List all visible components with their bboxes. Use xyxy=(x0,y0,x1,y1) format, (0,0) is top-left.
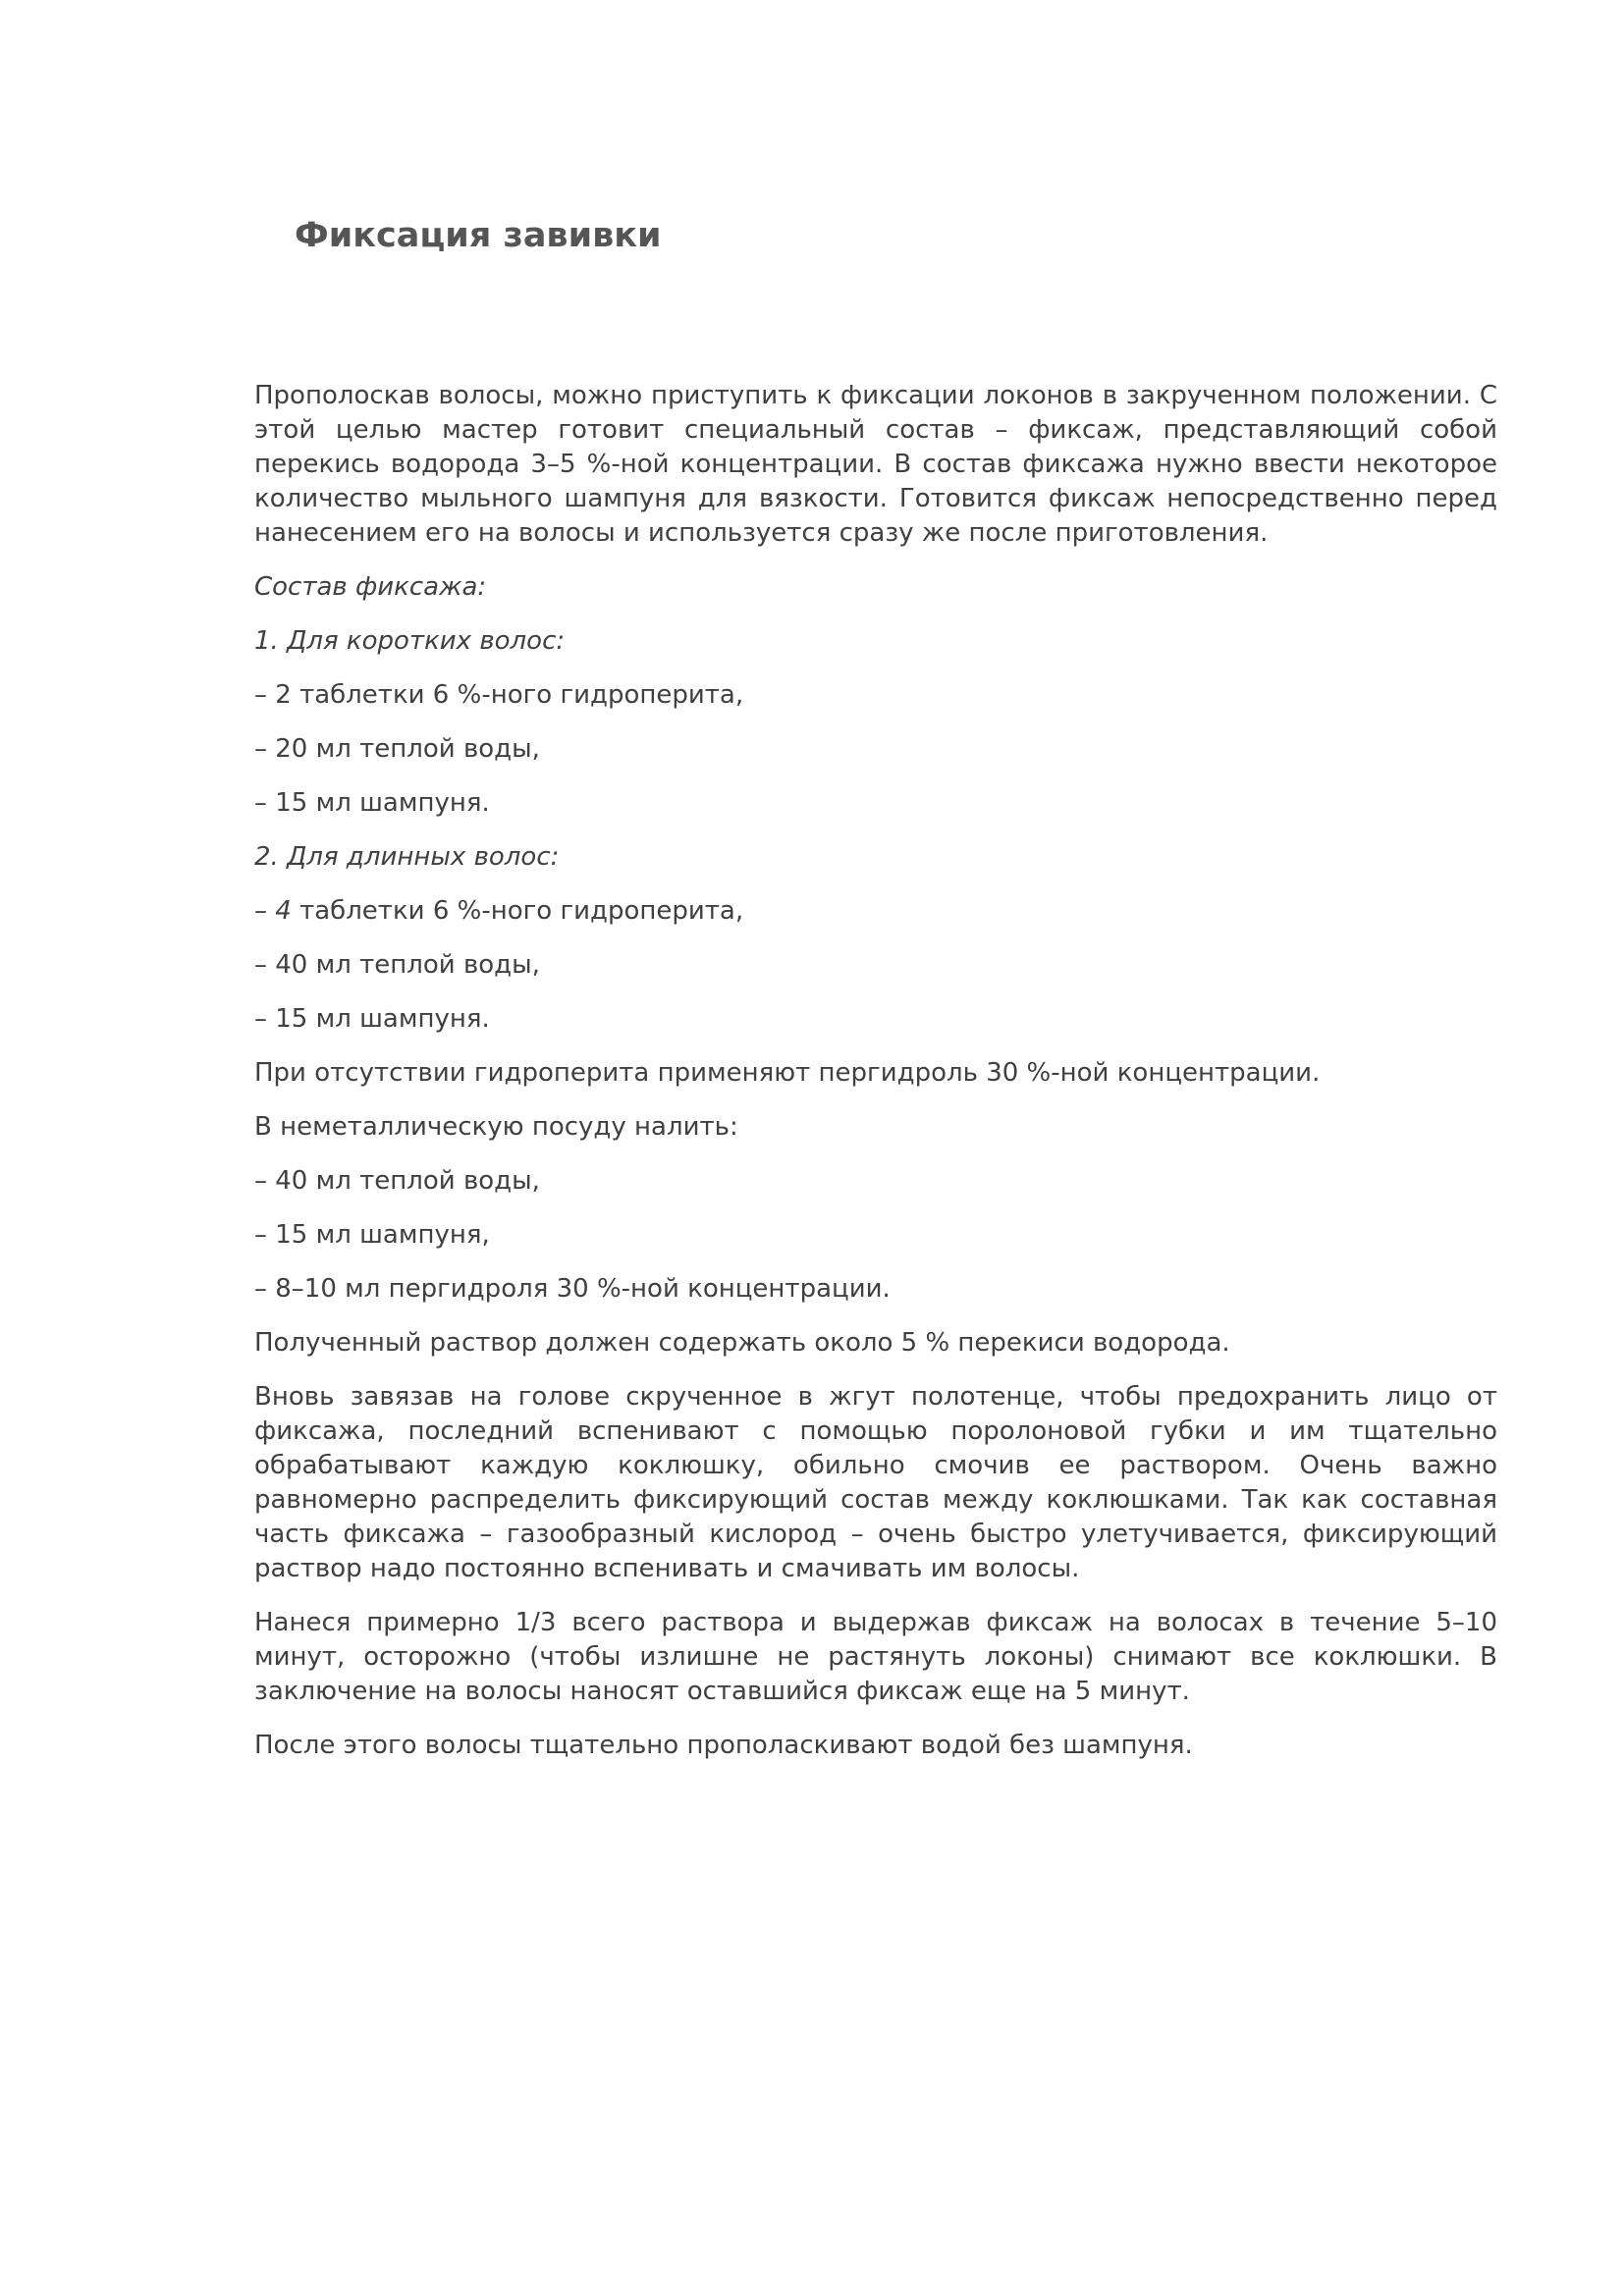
non-metal-heading: В неметаллическую посуду налить: xyxy=(254,1112,738,1142)
list-item-text: таблетки 6 %-ного гидроперита, xyxy=(291,896,744,926)
list-item-italic-prefix: – 4 xyxy=(254,896,292,926)
list-item: – 40 мл теплой воды, xyxy=(254,950,540,980)
list-item: – 8–10 мл пергидроля 30 %-ной концентрации. xyxy=(254,1274,891,1304)
paragraph-application: Вновь завязав на голове скрученное в жгут полотенце, чтобы предохранить лицо от фиксажа, последний вспенивают с помощью поролоновой губки и им тщательно обрабатывают каждую коклюшку, обильно смочив ее раствором. Очень важно равномерно распределить фиксирующий состав между коклюшками. Так как составная часть фиксажа – газообразный кислород – очень быстро улетучивается, фиксирующий раствор надо постоянно вспенивать и смачивать им волосы. xyxy=(254,1382,1497,1583)
paragraph-final-rinse: После этого волосы тщательно прополаскивают водой без шампуня. xyxy=(254,1731,1193,1760)
list-item: – 15 мл шампуня. xyxy=(254,1004,490,1034)
paragraph-no-hydroperite: При отсутствии гидроперита применяют пергидроль 30 %-ной концентрации. xyxy=(254,1058,1321,1088)
short-hair-heading: 1. Для коротких волос: xyxy=(254,626,566,656)
list-item: – 15 мл шампуня, xyxy=(254,1220,490,1250)
paragraph-result-solution: Полученный раствор должен содержать около 5 % перекиси водорода. xyxy=(254,1328,1230,1358)
list-item: – 20 мл теплой воды, xyxy=(254,734,540,764)
document-title: Фиксация завивки xyxy=(295,216,662,255)
list-item: – 15 мл шампуня. xyxy=(254,788,490,818)
paragraph-intro: Прополоскав волосы, можно приступить к фиксации локонов в закрученном положении. С этой целью мастер готовит специальный состав – фиксаж, представляющий собой перекись водорода 3–5 %-ной концентрации. В состав фиксажа нужно ввести некоторое количество мыльного шампуня для вязкости. Готовится фиксаж непосредственно перед нанесением его на волосы и используется сразу же после приготовления. xyxy=(254,381,1497,548)
long-hair-heading: 2. Для длинных волос: xyxy=(254,842,560,872)
list-item xyxy=(254,894,1497,929)
list-item: – 2 таблетки 6 %-ного гидроперита, xyxy=(254,680,744,710)
paragraph-removal: Нанеся примерно 1/3 всего раствора и выдержав фиксаж на волосах в течение 5–10 минут, осторожно (чтобы излишне не растянуть локоны) снимают все коклюшки. В заключение на волосы наносят оставшийся фиксаж еще на 5 минут. xyxy=(254,1608,1497,1706)
composition-heading: Состав фиксажа: xyxy=(254,572,487,602)
list-item: – 40 мл теплой воды, xyxy=(254,1166,540,1196)
document-body xyxy=(254,379,1497,1783)
